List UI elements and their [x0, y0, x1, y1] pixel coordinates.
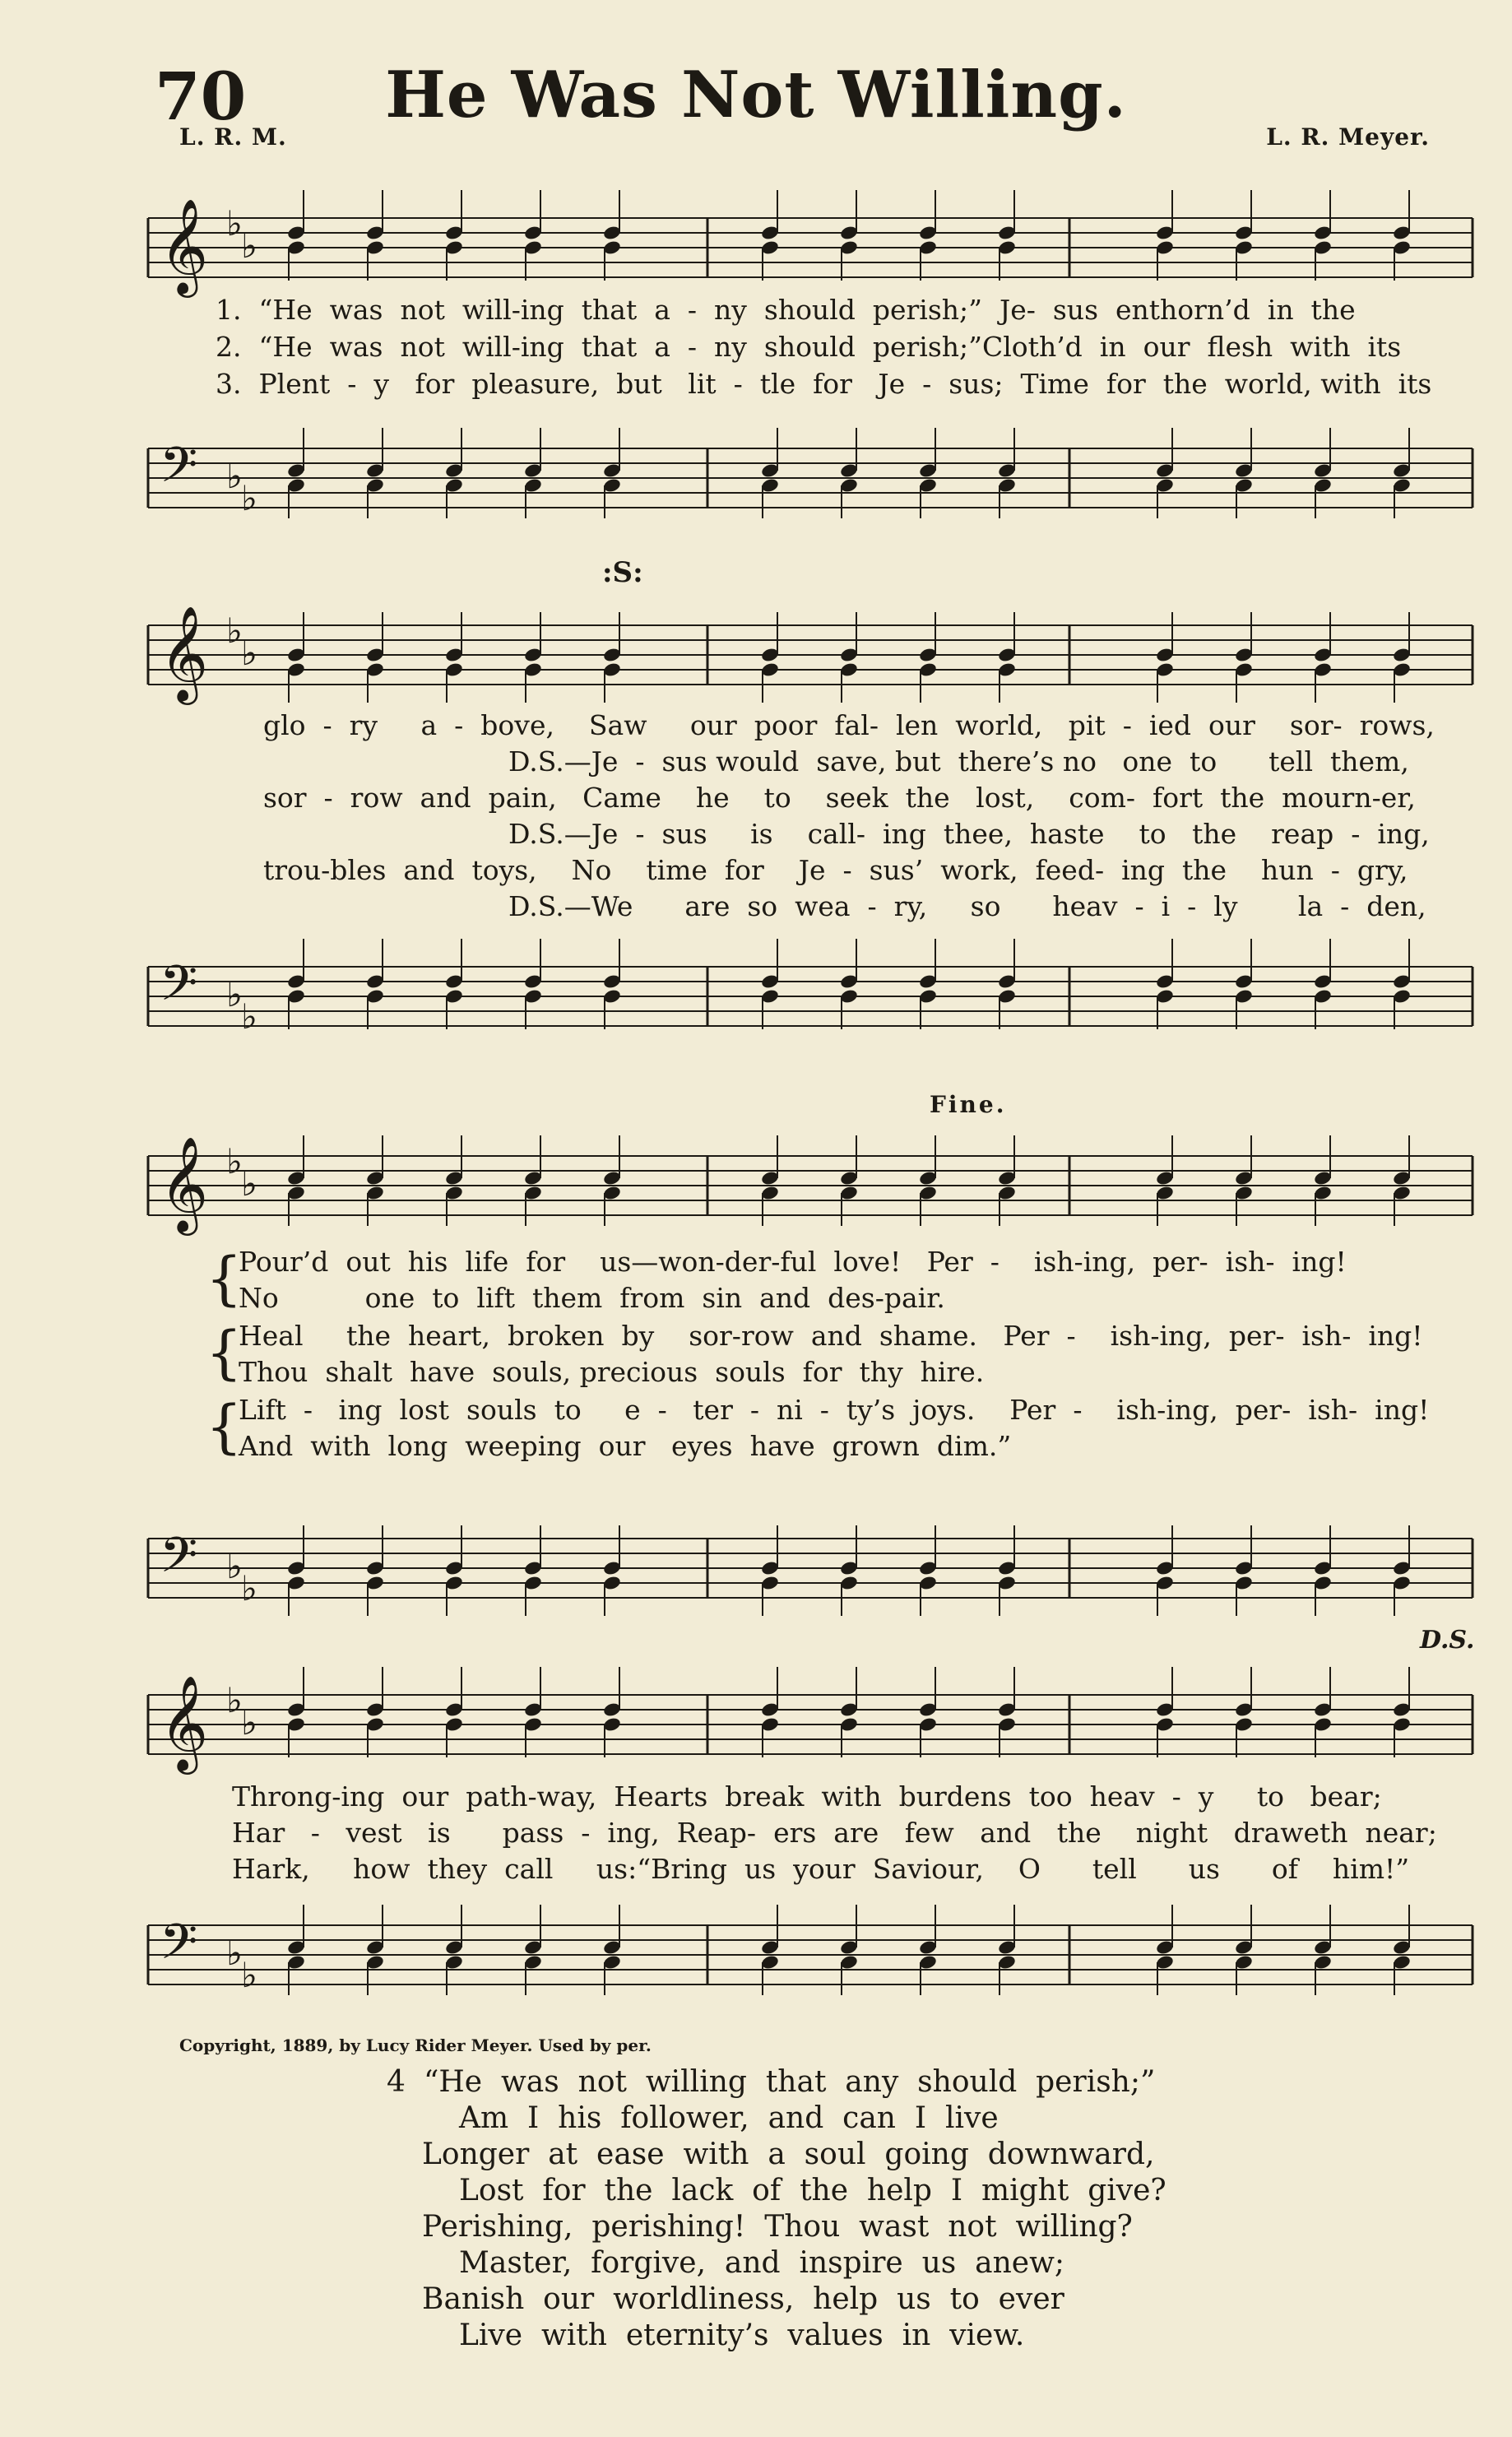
bass-staff — [140, 1892, 1481, 2016]
flat-sign-icon: ♭ — [226, 1546, 243, 1586]
lyric-line: glo - ry a - bove, Saw our poor fal- len world, pit - ied our sor- rows, — [263, 709, 1435, 741]
lyric-line: trou-bles and toys, No time for Je - sus’ work, feed- ing the hun - gry, — [263, 854, 1408, 886]
lyric-line: D.S.—Je - sus is call- ing thee, haste to the reap - ing, — [508, 818, 1430, 850]
fine-marking: Fine. — [930, 1091, 1007, 1118]
treble-staff — [140, 592, 1481, 716]
flat-sign-icon: ♭ — [241, 225, 257, 266]
flat-sign-icon: ♭ — [241, 478, 257, 518]
lyric-line: Hark, how they call us:“Bring us your Saviour, O tell us of him!” — [232, 1853, 1410, 1885]
bass-clef-icon: 𝄢 — [160, 954, 198, 1024]
lyric-line: D.S.—Je - sus would save, but there’s no one to tell them, — [508, 745, 1409, 778]
lyric-line: Throng-ing our path-way, Hearts break with burdens too heav - y to bear; — [232, 1780, 1382, 1813]
flat-sign-icon: ♭ — [241, 1568, 257, 1608]
lyric-line: Thou shalt have souls, precious souls for thy hire. — [239, 1356, 985, 1388]
lyric-line: Lift - ing lost souls to e - ter - ni - ty’s joys. Per - ish-ing, per- ish- ing! — [239, 1394, 1430, 1426]
lyric-line: No one to lift them from sin and des-pair. — [239, 1282, 945, 1314]
composer-name: L. R. Meyer. — [1266, 123, 1430, 151]
bass-clef-icon: 𝄢 — [160, 1526, 198, 1595]
flat-sign-icon: ♭ — [241, 633, 257, 673]
flat-sign-icon: ♭ — [226, 974, 243, 1014]
flat-sign-icon: ♭ — [241, 1955, 257, 1995]
lyric-line: Pour’d out his life for us—won-der-ful love! Per - ish-ing, per- ish- ing! — [239, 1246, 1347, 1278]
bass-staff — [140, 1506, 1481, 1629]
treble-clef-icon: 𝄞 — [160, 605, 209, 701]
bass-clef-icon: 𝄢 — [160, 1913, 198, 1982]
flat-sign-icon: ♭ — [241, 996, 257, 1037]
flat-sign-icon: ♭ — [226, 1141, 243, 1181]
stanza-line: Lost for the lack of the help I might give? — [459, 2174, 1166, 2207]
music-system-1 — [140, 160, 1481, 547]
lyric-verse-1: 1. “He was not will-ing that a - ny should perish;” Je- sus enthorn’d in the — [216, 294, 1356, 326]
lyric-verse-3: 3. Plent - y for pleasure, but lit - tle for Je - sus; Time for the world, with its — [216, 368, 1432, 400]
stanza-number: 4 — [387, 2065, 406, 2099]
bass-staff — [140, 415, 1481, 539]
brace-verse-2: { — [206, 1319, 243, 1386]
music-system-2 — [140, 556, 1481, 1053]
lyric-line: sor - row and pain, Came he to seek the lost, com- fort the mourn-er, — [263, 782, 1416, 814]
meter-label: L. R. M. — [179, 123, 287, 151]
flat-sign-icon: ♭ — [241, 1163, 257, 1204]
stanza-line: Perishing, perishing! Thou wast not willing? — [422, 2210, 1133, 2244]
bass-staff — [140, 934, 1481, 1057]
copyright-notice: Copyright, 1889, by Lucy Rider Meyer. Used by per. — [179, 2035, 652, 2055]
segno-sign: :S: — [602, 556, 643, 589]
ds-marking: D.S. — [1420, 1626, 1475, 1655]
stanza-line: Live with eternity’s values in view. — [459, 2319, 1025, 2352]
hymn-title: He Was Not Willing. — [385, 58, 1127, 132]
flat-sign-icon: ♭ — [226, 610, 243, 651]
treble-clef-icon: 𝄞 — [160, 1674, 209, 1771]
stanza-line: Master, forgive, and inspire us anew; — [459, 2246, 1065, 2280]
stanza-line: “He was not willing that any should perish;” — [424, 2065, 1156, 2099]
treble-clef-icon: 𝄞 — [160, 1135, 209, 1232]
lyric-line: D.S.—We are so wea - ry, so heav - i - ly la - den, — [508, 890, 1426, 922]
brace-verse-1: { — [206, 1245, 243, 1312]
flat-sign-icon: ♭ — [226, 203, 243, 244]
brace-verse-3: { — [206, 1393, 243, 1460]
flat-sign-icon: ♭ — [226, 456, 243, 496]
treble-staff — [140, 1123, 1481, 1246]
treble-staff — [140, 185, 1481, 309]
lyric-line: Heal the heart, broken by sor-row and shame. Per - ish-ing, per- ish- ing! — [239, 1320, 1423, 1352]
flat-sign-icon: ♭ — [226, 1933, 243, 1973]
stanza-line: Am I his follower, and can I live — [459, 2101, 999, 2135]
lyric-verse-2: 2. “He was not will-ing that a - ny should perish;”Cloth’d in our flesh with its — [216, 331, 1402, 363]
lyric-line: And with long weeping our eyes have grown dim.” — [239, 1430, 1012, 1462]
lyric-line: Har - vest is pass - ing, Reap- ers are few and the night draweth near; — [232, 1817, 1437, 1849]
page-number: 70 — [155, 58, 247, 135]
stanza-line: Banish our worldliness, help us to ever — [422, 2282, 1064, 2316]
flat-sign-icon: ♭ — [226, 1680, 243, 1720]
treble-clef-icon: 𝄞 — [160, 197, 209, 294]
flat-sign-icon: ♭ — [241, 1702, 257, 1743]
music-system-3 — [140, 1078, 1481, 1646]
treble-staff — [140, 1662, 1481, 1785]
music-system-4 — [140, 1626, 1481, 2024]
bass-clef-icon: 𝄢 — [160, 436, 198, 505]
stanza-line: Longer at ease with a soul going downward, — [422, 2138, 1155, 2171]
